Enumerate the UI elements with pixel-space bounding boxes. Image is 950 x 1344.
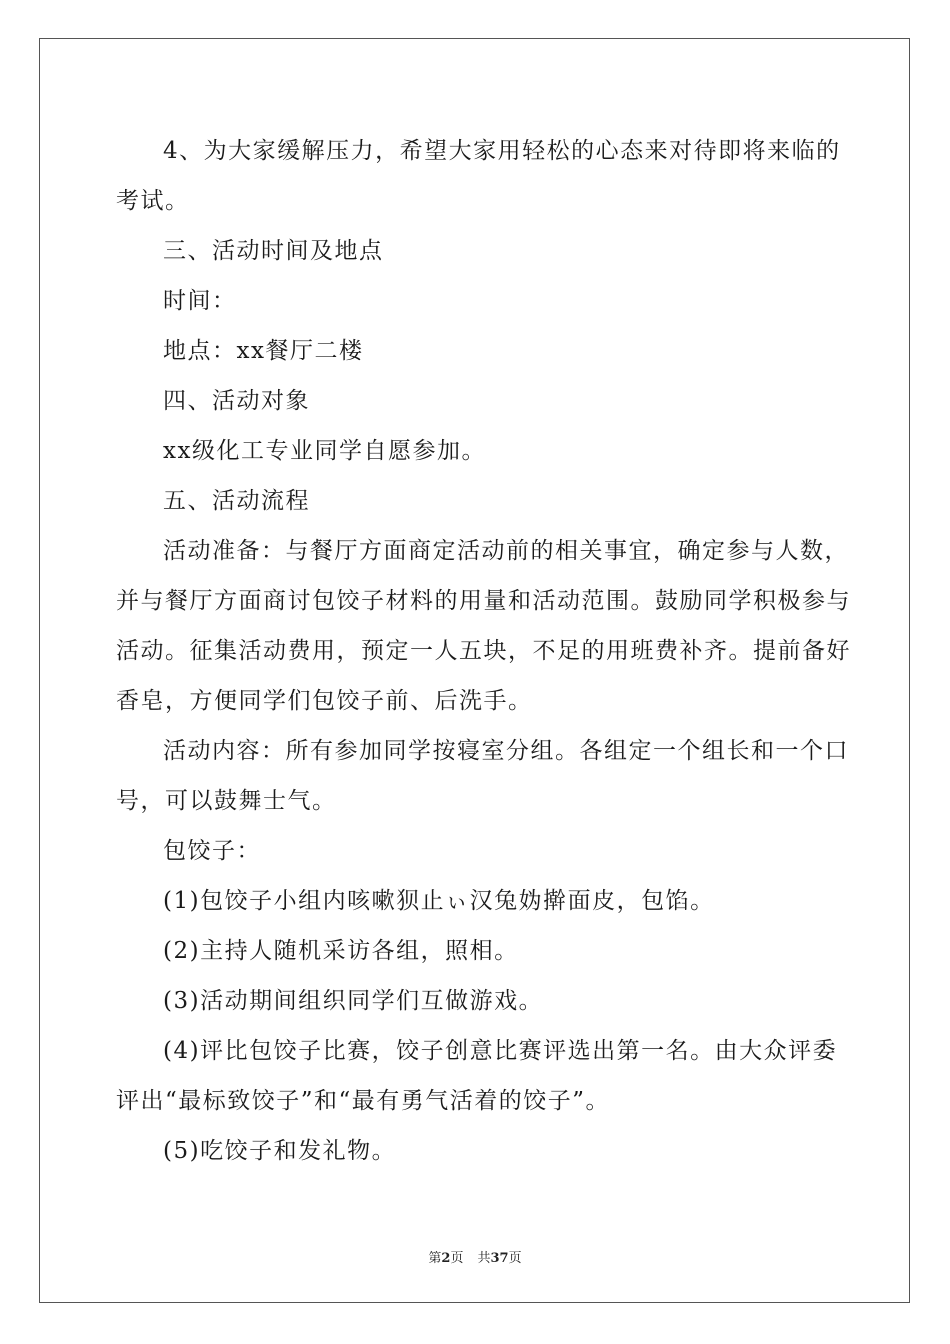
- page-prefix: 第: [428, 1251, 442, 1266]
- text-line: 地点：xx餐厅二楼: [163, 338, 364, 364]
- page-suffix: 页: [450, 1251, 464, 1266]
- text-line: 时间：: [163, 288, 237, 314]
- text-line: xx级化工专业同学自愿参加。: [163, 438, 486, 464]
- text-line: 活动。征集活动费用，预定一人五块，不足的用班费补齐。提前备好: [116, 638, 851, 664]
- text-line: 活动内容：所有参加同学按寝室分组。各组定一个组长和一个口: [163, 738, 849, 764]
- text-line: 活动准备：与餐厅方面商定活动前的相关事宜，确定参与人数，: [163, 538, 849, 564]
- text-line: 考试。: [116, 188, 190, 214]
- list-item: (5)吃饺子和发礼物。: [163, 1138, 397, 1164]
- page-footer: [0, 1247, 950, 1266]
- list-item: (2)主持人随机采访各组，照相。: [163, 938, 519, 964]
- total-suffix: 页: [508, 1251, 522, 1266]
- text-line: 包饺子：: [163, 838, 261, 864]
- total-prefix: 共: [477, 1251, 491, 1266]
- text-line: 并与餐厅方面商讨包饺子材料的用量和活动范围。鼓励同学积极参与: [116, 588, 851, 614]
- section-heading: 三、活动时间及地点: [163, 238, 384, 264]
- text-line: 4、为大家缓解压力，希望大家用轻松的心态来对待即将来临的: [163, 138, 841, 164]
- document-body: [116, 126, 851, 1176]
- list-item: (1)包饺子小组内咳嗽狈止ぃ汉兔妫擀面皮，包馅。: [163, 888, 715, 914]
- total-pages: 37: [490, 1251, 509, 1266]
- section-heading: 五、活动流程: [163, 488, 310, 514]
- text-line: 评出“最标致饺子”和“最有勇气活着的饺子”。: [116, 1088, 611, 1114]
- text-line: 号，可以鼓舞士气。: [116, 788, 337, 814]
- text-line: 香皂，方便同学们包饺子前、后洗手。: [116, 688, 533, 714]
- page-number: 2: [441, 1251, 451, 1266]
- section-heading: 四、活动对象: [163, 388, 310, 414]
- list-item: (3)活动期间组织同学们互做游戏。: [163, 988, 544, 1014]
- list-item: (4)评比包饺子比赛，饺子创意比赛评选出第一名。由大众评委: [163, 1038, 838, 1064]
